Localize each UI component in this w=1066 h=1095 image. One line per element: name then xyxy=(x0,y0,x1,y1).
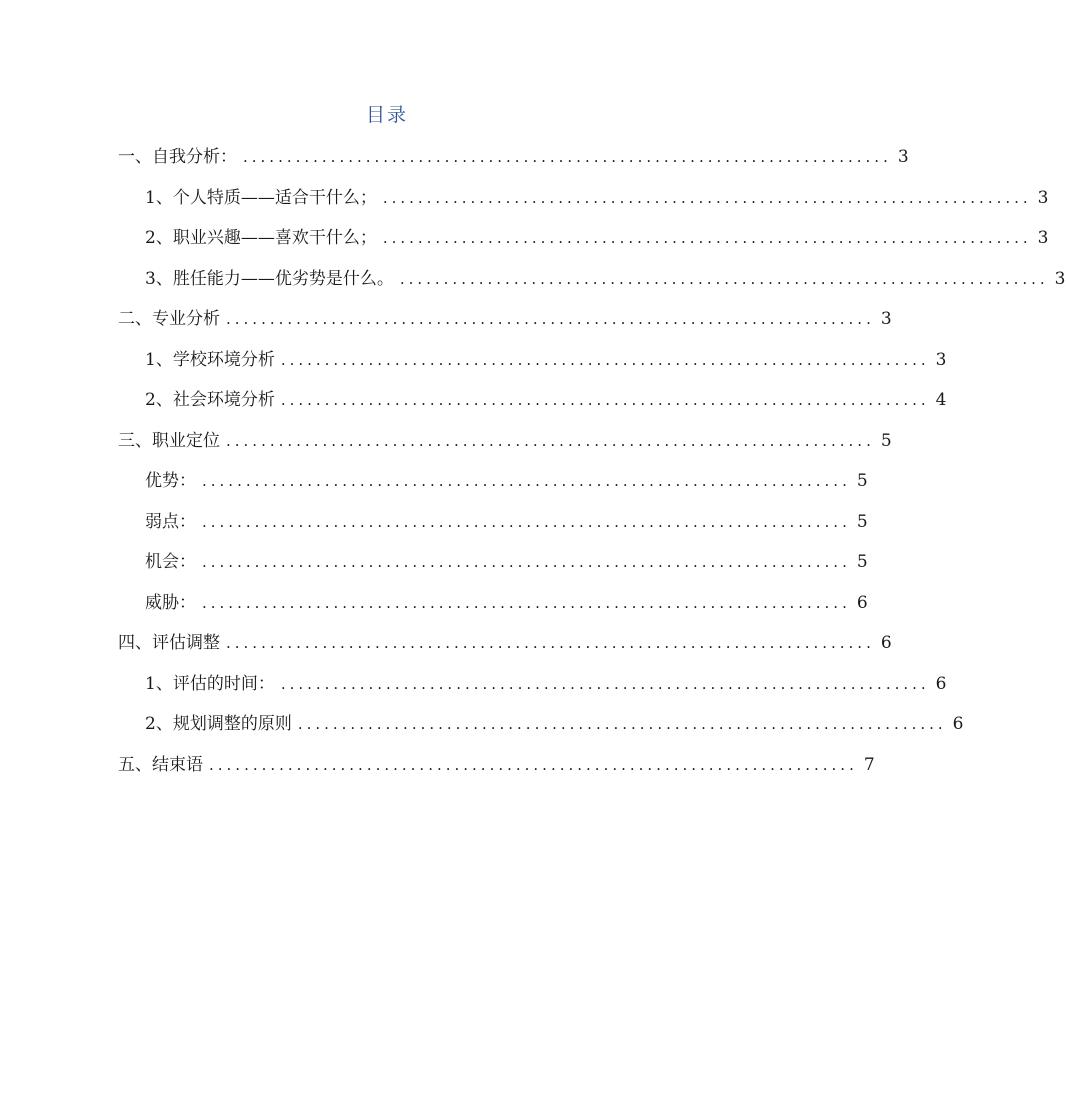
toc-dot-leader: .......................................................................... xyxy=(202,512,851,531)
toc-entry[interactable] xyxy=(118,340,947,381)
toc-dot-leader: .......................................................................... xyxy=(202,472,851,490)
toc-entry-page: 6 xyxy=(952,714,964,734)
toc-entry-page: 3 xyxy=(1037,187,1049,208)
toc-entry[interactable] xyxy=(118,421,892,462)
toc-entry-page: 3 xyxy=(1037,228,1049,248)
toc-entry-label: 优势： xyxy=(145,471,196,491)
toc-list xyxy=(118,137,1066,785)
toc-entry-page: 7 xyxy=(863,754,875,775)
toc-entry[interactable] xyxy=(118,299,892,340)
toc-entry-label: 2、社会环境分析 xyxy=(145,390,275,410)
toc-entry-label: 二、专业分析 xyxy=(118,309,220,329)
toc-entry-label: 机会： xyxy=(145,552,196,572)
toc-entry-page: 6 xyxy=(856,592,868,613)
toc-entry[interactable] xyxy=(118,745,875,786)
toc-entry[interactable] xyxy=(118,664,947,705)
toc-entry[interactable] xyxy=(118,623,892,664)
toc-entry-label: 2、职业兴趣——喜欢干什么； xyxy=(145,228,377,248)
toc-entry-page: 5 xyxy=(856,552,868,572)
toc-entry[interactable] xyxy=(118,259,1066,300)
toc-entry[interactable] xyxy=(118,380,947,421)
toc-entry-label: 一、自我分析： xyxy=(118,147,237,167)
toc-entry[interactable] xyxy=(118,583,868,624)
toc-entry-label: 1、学校环境分析 xyxy=(145,349,275,370)
toc-entry-page: 5 xyxy=(856,511,868,532)
toc-dot-leader: .......................................................................... xyxy=(226,431,875,450)
toc-dot-leader: .......................................................................... xyxy=(280,350,930,369)
toc-entry-page: 4 xyxy=(935,390,947,410)
toc-dot-leader: .......................................................................... xyxy=(226,310,875,328)
toc-entry-page: 5 xyxy=(880,430,892,451)
toc-entry-label: 1、个人特质——适合干什么； xyxy=(145,187,377,208)
toc-entry-page: 3 xyxy=(935,349,947,370)
toc-dot-leader: .......................................................................... xyxy=(399,269,1049,288)
toc-entry-page: 3 xyxy=(1054,268,1066,289)
toc-dot-leader: .......................................................................... xyxy=(280,391,930,409)
toc-entry[interactable] xyxy=(118,704,964,745)
toc-entry-page: 6 xyxy=(935,673,947,694)
toc-entry[interactable] xyxy=(118,178,1049,219)
toc-entry-label: 五、结束语 xyxy=(118,754,203,775)
toc-dot-leader: .......................................................................... xyxy=(280,674,930,693)
toc-entry-page: 3 xyxy=(880,309,892,329)
toc-dot-leader: .......................................................................... xyxy=(297,715,947,733)
toc-dot-leader: .......................................................................... xyxy=(209,755,858,774)
toc-entry-label: 2、规划调整的原则 xyxy=(145,714,292,734)
toc-entry[interactable] xyxy=(118,542,868,583)
toc-dot-leader: .......................................................................... xyxy=(202,593,851,612)
toc-entry-label: 3、胜任能力——优劣势是什么。 xyxy=(145,268,394,289)
toc-entry[interactable] xyxy=(118,502,868,543)
toc-entry-page: 3 xyxy=(897,147,909,167)
toc-dot-leader: .......................................................................... xyxy=(382,188,1032,207)
toc-dot-leader: .......................................................................... xyxy=(226,634,875,652)
toc-dot-leader: .......................................................................... xyxy=(202,553,851,571)
toc-entry-page: 5 xyxy=(856,471,868,491)
toc-entry-page: 6 xyxy=(880,633,892,653)
toc-entry-label: 1、评估的时间： xyxy=(145,673,275,694)
toc-entry-label: 三、职业定位 xyxy=(118,430,220,451)
toc-entry-label: 四、评估调整 xyxy=(118,633,220,653)
toc-entry-label: 威胁： xyxy=(145,592,196,613)
toc-entry[interactable] xyxy=(118,137,909,178)
toc-entry[interactable] xyxy=(118,461,868,502)
toc-title: 目录 xyxy=(365,104,408,126)
toc-dot-leader: .......................................................................... xyxy=(382,229,1032,247)
toc-entry-label: 弱点： xyxy=(145,511,196,532)
toc-entry[interactable] xyxy=(118,218,1049,259)
toc-dot-leader: .......................................................................... xyxy=(243,148,892,166)
